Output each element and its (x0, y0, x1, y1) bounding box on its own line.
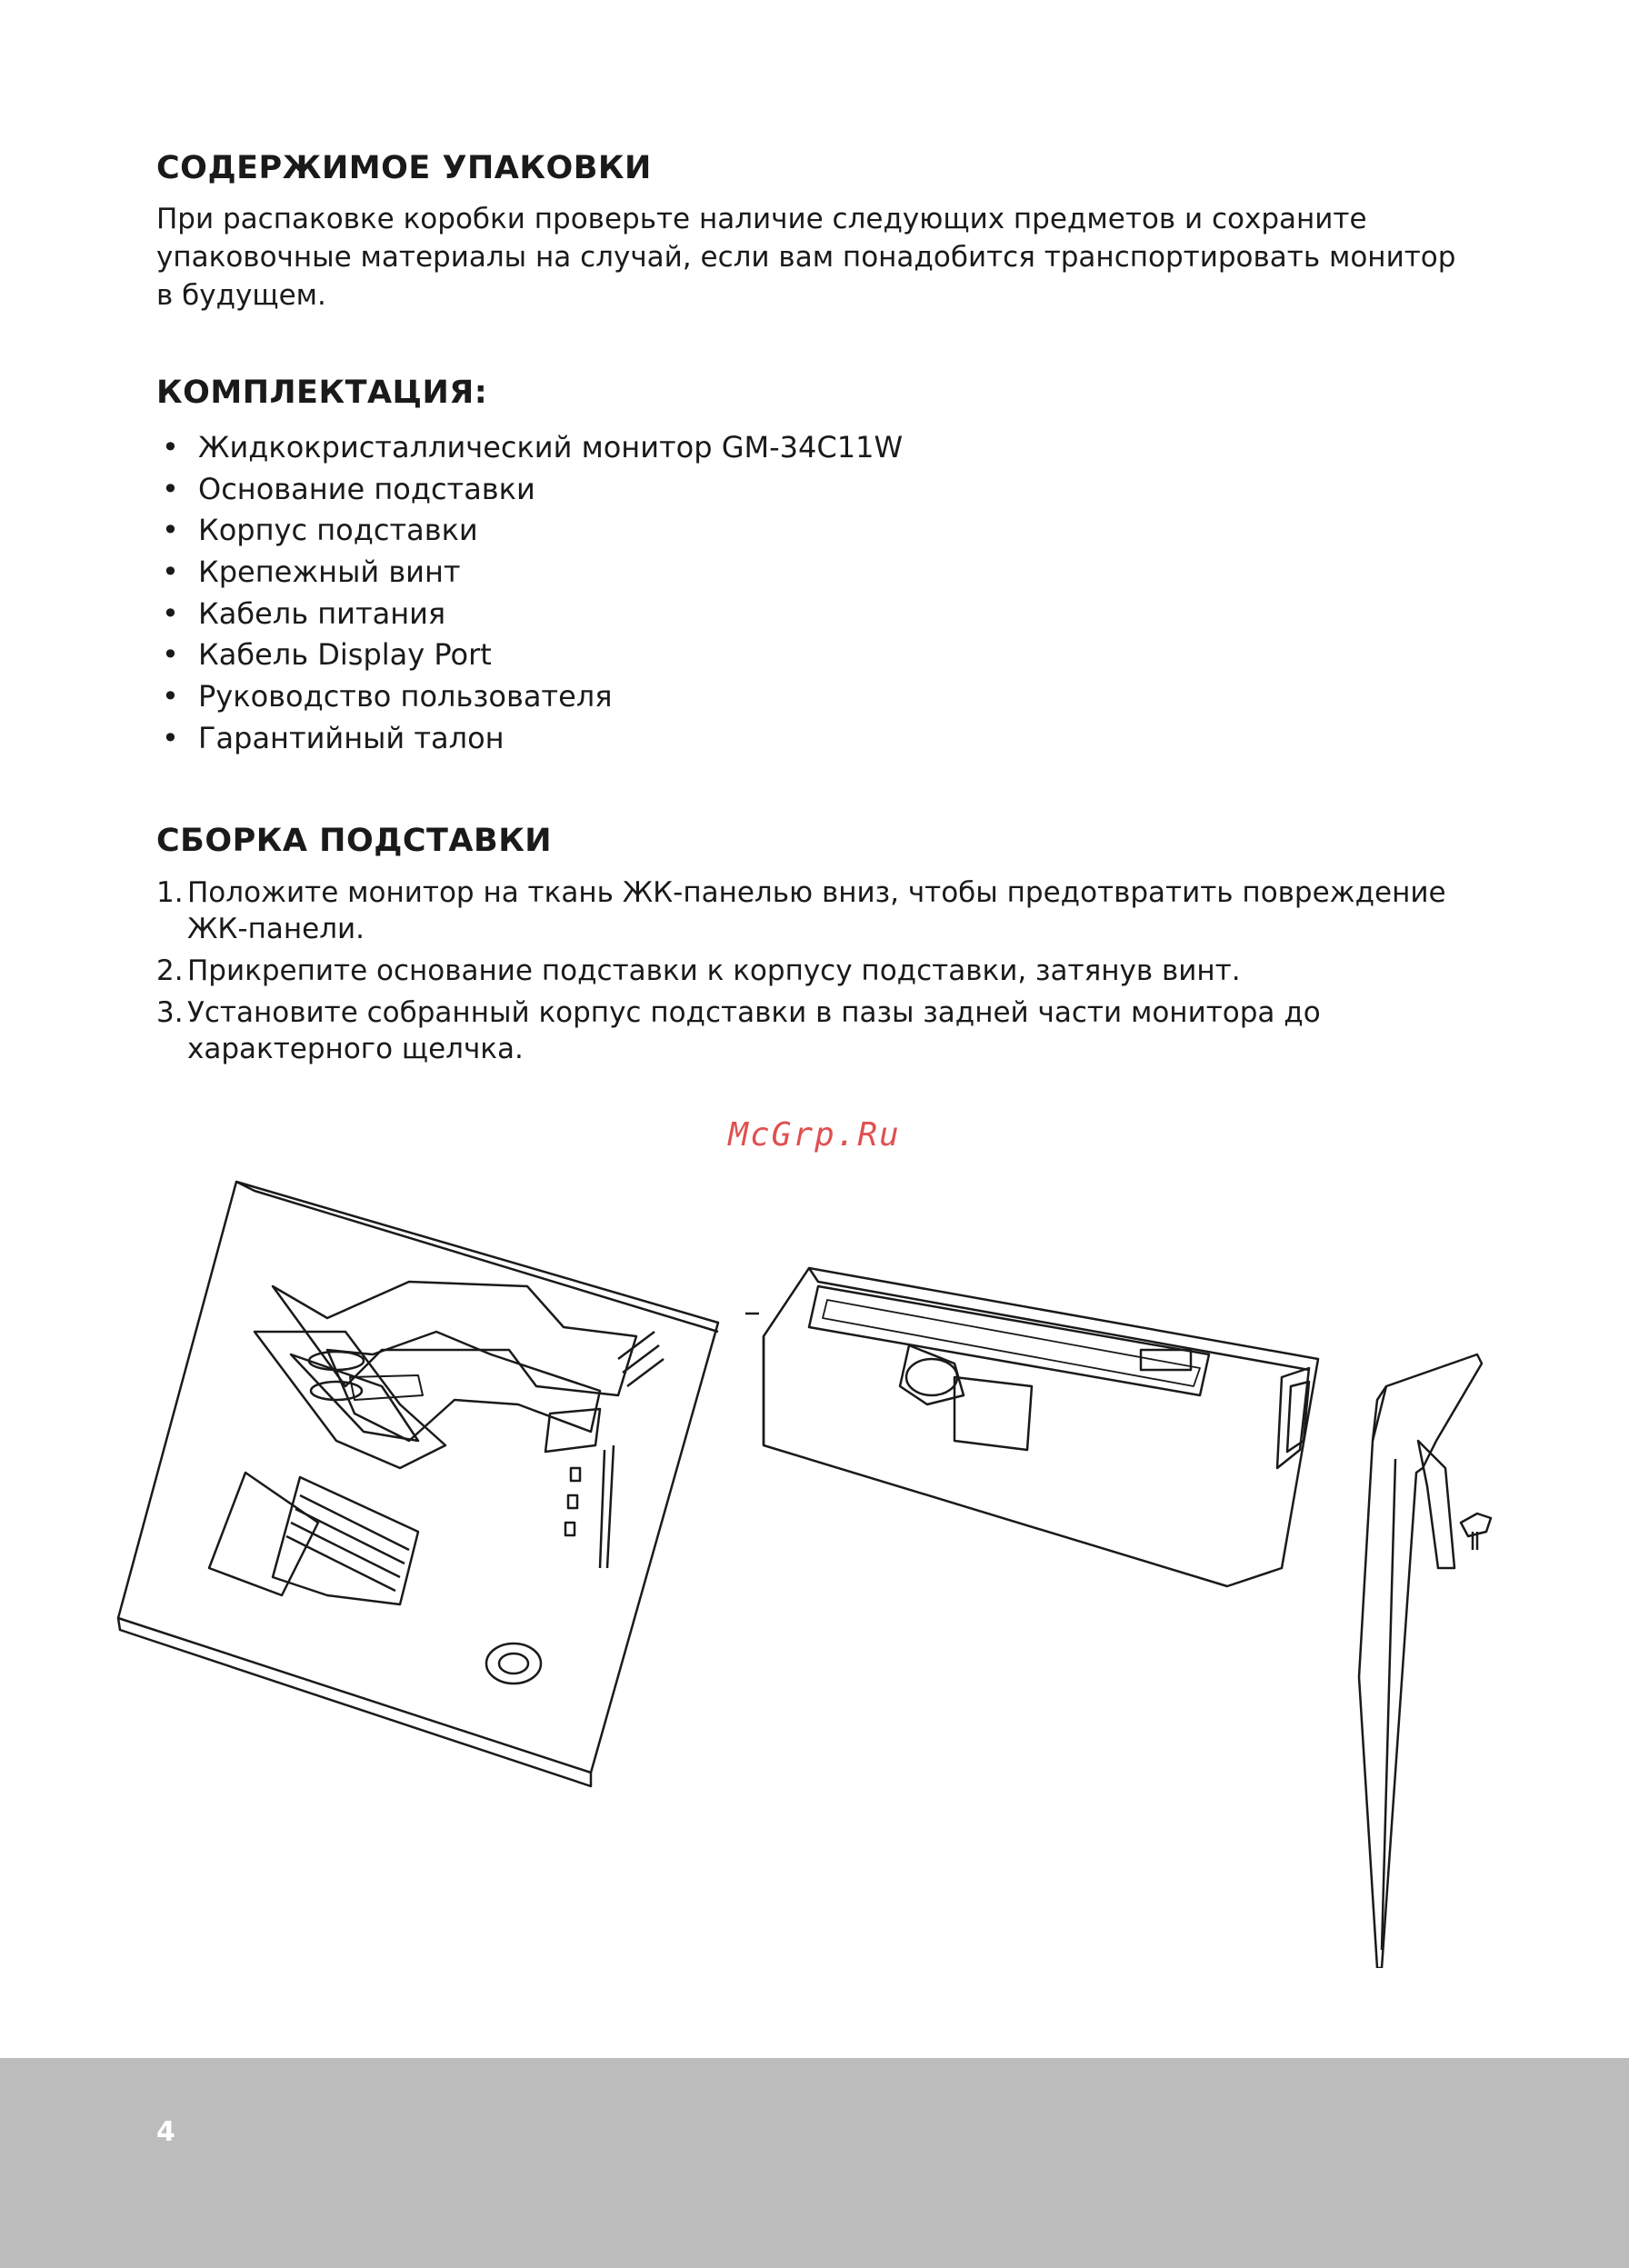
bullet-icon: • (162, 595, 179, 631)
step-number: 1. (156, 876, 184, 909)
step-number: 2. (156, 954, 184, 987)
page-footer (0, 2058, 1629, 2268)
list-item (156, 718, 903, 760)
step-item (156, 874, 1474, 947)
list-item-text: Руководство пользователя (198, 679, 613, 714)
stand-assembly-illustration (109, 1168, 1527, 1968)
watermark: McGrp.Ru (728, 1116, 901, 1154)
list-item (156, 427, 903, 469)
list-item (156, 594, 903, 635)
contents-paragraph: При распаковке коробки проверьте наличие следующих предметов и сохраните упаковочные материалы на случай, если вам понадобится транспортировать монитор в будущем. (156, 203, 1456, 312)
list-item-text: Кабель питания (198, 595, 446, 631)
step-number: 3. (156, 996, 184, 1029)
step-item (156, 953, 1474, 989)
section-title-contents: СОДЕРЖИМОЕ УПАКОВКИ (156, 150, 652, 186)
step-text: Положите монитор на ткань ЖК-панелью вниз, чтобы предотвратить повреждение ЖК-панели. (187, 876, 1446, 945)
page-number: 4 (156, 2116, 175, 2148)
bullet-icon: • (162, 471, 179, 506)
bullet-icon: • (162, 637, 179, 673)
list-item-text: Основание подставки (198, 471, 535, 506)
list-item (156, 510, 903, 552)
monitor-back-drawing (118, 1182, 718, 1786)
bullet-icon: • (162, 720, 179, 755)
list-item-text: Гарантийный талон (198, 720, 505, 755)
stand-base-drawing (1359, 1354, 1491, 1968)
list-item-text: Жидкокристаллический монитор GM-34C11W (198, 430, 904, 465)
list-item-text: Корпус подставки (198, 513, 478, 548)
step-text: Установите собранный корпус подставки в пазы задней части монитора до характерного щелчка. (187, 996, 1321, 1065)
step-item (156, 994, 1474, 1067)
list-item (156, 469, 903, 511)
section-title-kit: КОМПЛЕКТАЦИЯ: (156, 375, 488, 411)
section-title-assembly: СБОРКА ПОДСТАВКИ (156, 823, 553, 859)
list-item-text: Кабель Display Port (198, 637, 492, 673)
bullet-icon: • (162, 513, 179, 548)
list-item (156, 676, 903, 718)
bullet-icon: • (162, 679, 179, 714)
assembly-steps (156, 874, 1474, 1073)
bullet-icon: • (162, 555, 179, 590)
stand-neck-drawing (745, 1268, 1318, 1586)
list-item (156, 634, 903, 676)
step-text: Прикрепите основание подставки к корпусу подставки, затянув винт. (187, 954, 1241, 987)
kit-list (156, 427, 903, 760)
list-item-text: Крепежный винт (198, 555, 461, 590)
bullet-icon: • (162, 430, 179, 465)
list-item (156, 552, 903, 594)
